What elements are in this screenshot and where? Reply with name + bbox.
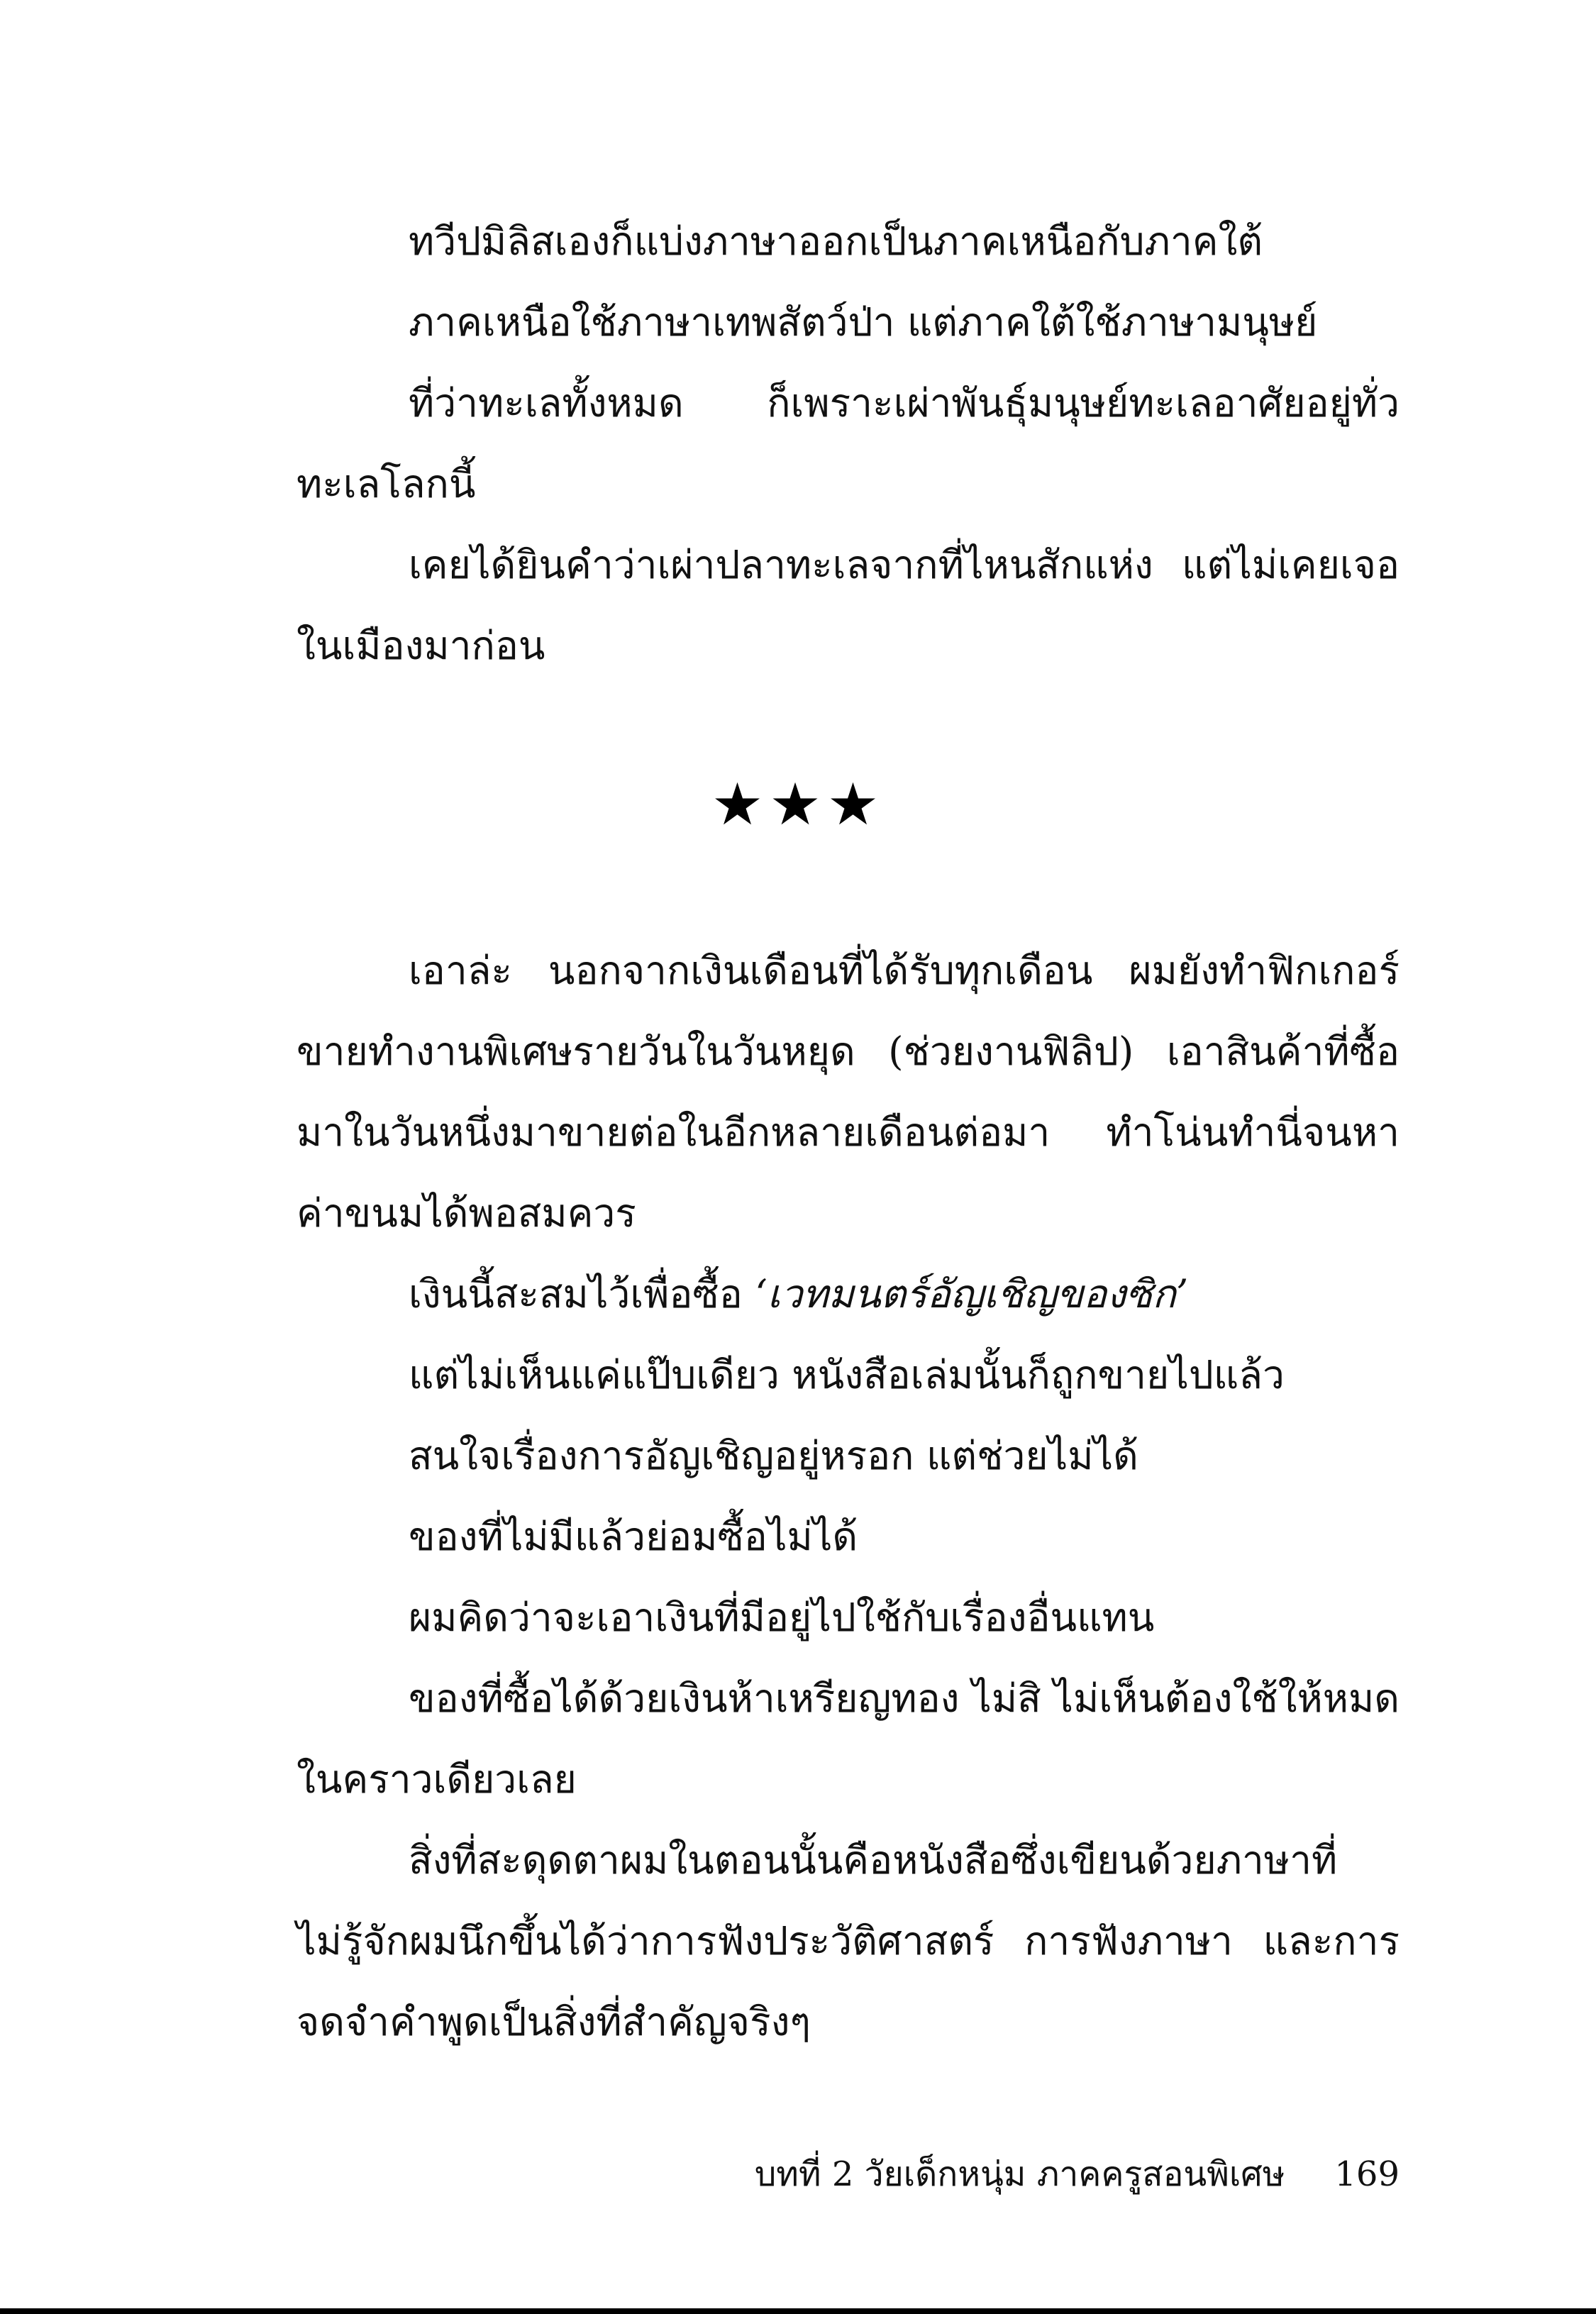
bottom-border	[0, 2308, 1596, 2314]
paragraph: ของที่ซื้อได้ด้วยเงินห้าเหรียญทอง ไม่สิ ไม่เห็นต้องใช้ให้หมดในคราวเดียวเลย	[297, 1676, 1400, 1802]
paragraph: ภาคเหนือใช้ภาษาเทพสัตว์ป่า แต่ภาคใต้ใช้ภาษามนุษย์	[409, 299, 1318, 345]
paragraph	[297, 1253, 1400, 1334]
paragraph: เอาล่ะ นอกจากเงินเดือนที่ได้รับทุกเดือน ผมยังทำฟิกเกอร์ขายทำงานพิเศษรายวันในวันหยุด (ช่วยงานฟิลิป) เอาสินค้าที่ซื้อมาในวันหนึ่งมาขายต่อในอีกหลายเดือนต่อมา ทำโน่นทำนี่จนหาค่าขนมได้พอสมควร	[297, 948, 1400, 1236]
paragraph: ที่ว่าทะเลทั้งหมด ก็เพราะเผ่าพันธุ์มนุษย์ทะเลอาศัยอยู่ทั่วทะเลโลกนี้	[297, 380, 1400, 506]
page-number: 169	[1334, 2154, 1400, 2194]
paragraph: สิ่งที่สะดุดตาผมในตอนนั้นคือหนังสือซึ่งเขียนด้วยภาษาที่ไม่รู้จักผมนึกขึ้นได้ว่าการฟังประวัติศาสตร์ การฟังภาษา และการจดจำคำพูดเป็นสิ่งที่สำคัญจริงๆ	[297, 1837, 1400, 2044]
paragraph: แต่ไม่เห็นแค่แป๊บเดียว หนังสือเล่มนั้นก็ถูกขายไปแล้ว	[409, 1352, 1285, 1397]
lower-text-block	[297, 930, 1400, 2062]
running-title: บทที่ 2 วัยเด็กหนุ่ม ภาคครูสอนพิเศษ	[754, 2154, 1285, 2194]
paragraph: เคยได้ยินคำว่าเผ่าปลาทะเลจากที่ไหนสักแห่ง แต่ไม่เคยเจอในเมืองมาก่อน	[297, 542, 1400, 668]
section-break-stars: ★★★	[711, 771, 885, 838]
paragraph: ผมคิดว่าจะเอาเงินที่มีอยู่ไปใช้กับเรื่องอื่นแทน	[409, 1595, 1155, 1640]
page-footer	[755, 2149, 1400, 2199]
book-title: ‘เวทมนตร์อัญเชิญของซิก’	[755, 1271, 1189, 1317]
paragraph-text: เงินนี้สะสมไว้เพื่อซื้อ	[409, 1271, 755, 1317]
upper-text-block	[297, 201, 1400, 686]
paragraph: ของที่ไม่มีแล้วย่อมซื้อไม่ได้	[409, 1514, 858, 1559]
paragraph: ทวีปมิลิสเองก็แบ่งภาษาออกเป็นภาคเหนือกับภาคใต้	[409, 218, 1263, 264]
paragraph: สนใจเรื่องการอัญเชิญอยู่หรอก แต่ช่วยไม่ได้	[409, 1433, 1138, 1478]
